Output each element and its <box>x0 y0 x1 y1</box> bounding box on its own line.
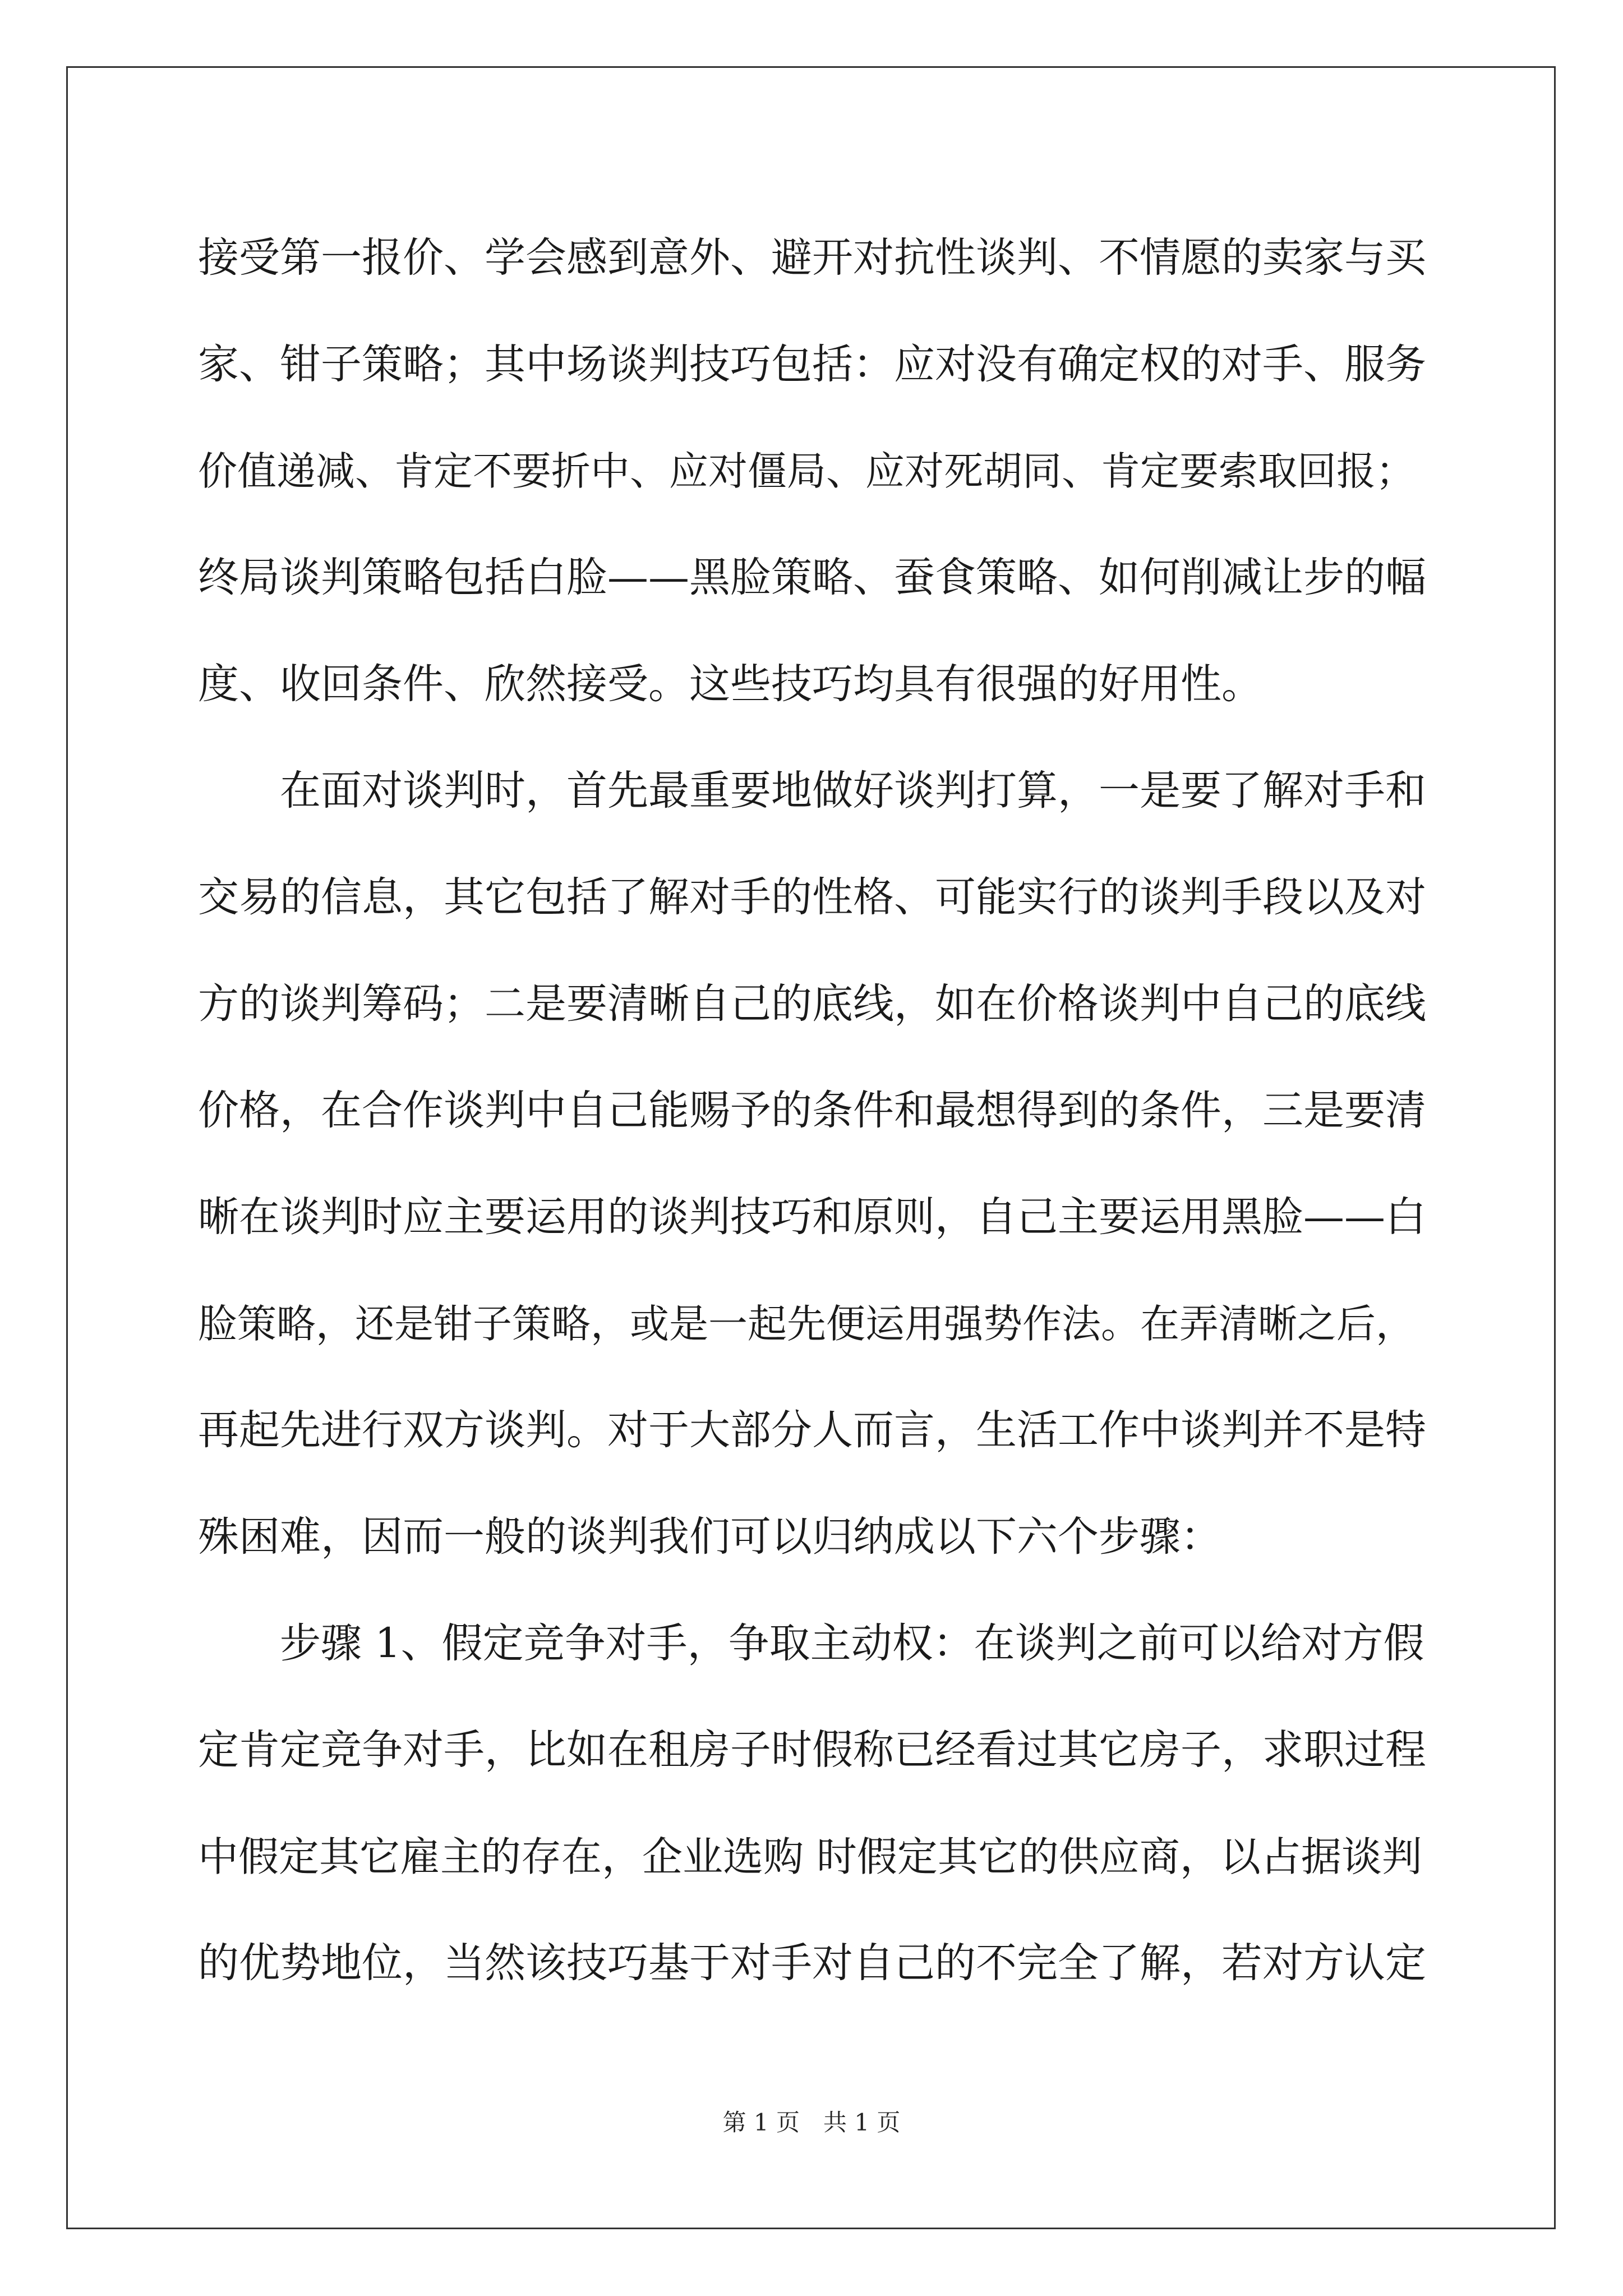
text-line: 再起先进行双方谈判。对于大部分人而言，生活工作中谈判并不是特 <box>198 1406 1426 1454</box>
text-line: 度、收回条件、欣然接受。这些技巧均具有很强的好用性。 <box>198 660 1262 708</box>
text-line: 中假定其它雇主的存在，企业选购 时假定其它的供应商，以占据谈判 <box>198 1833 1422 1880</box>
text-line: 步骤 1、假定竞争对手，争取主动权：在谈判之前可以给对方假 <box>280 1619 1424 1667</box>
page-total: 共 1 页 <box>823 2109 901 2136</box>
text-line: 的优势地位，当然该技巧基于对手对自己的不完全了解，若对方认定 <box>198 1939 1426 1987</box>
text-line: 脸策略，还是钳子策略，或是一起先便运用强势作法。在弄清晰之后， <box>198 1301 1415 1347</box>
text-line: 交易的信息，其它包括了解对手的性格、可能实行的谈判手段以及对 <box>198 873 1426 921</box>
text-line: 家、钳子策略；其中场谈判技巧包括：应对没有确定权的对手、服务 <box>198 341 1426 388</box>
text-line: 接受第一报价、学会感到意外、避开对抗性谈判、不情愿的卖家与买 <box>198 234 1426 282</box>
document-body <box>198 205 1432 2017</box>
text-line: 在面对谈判时，首先最重要地做好谈判打算，一是要了解对手和 <box>280 767 1426 815</box>
text-line: 终局谈判策略包括白脸——黑脸策略、蚕食策略、如何削减让步的幅 <box>198 554 1426 601</box>
text-line: 价值递减、肯定不要折中、应对僵局、应对死胡同、肯定要索取回报； <box>198 448 1415 494</box>
page-footer <box>0 2106 1623 2139</box>
text-line: 殊困难，因而一般的谈判我们可以归纳成以下六个步骤： <box>198 1513 1221 1561</box>
text-line: 方的谈判筹码；二是要清晰自己的底线，如在价格谈判中自己的底线 <box>198 980 1426 1028</box>
text-line: 价格，在合作谈判中自己能赐予的条件和最想得到的条件，三是要清 <box>198 1087 1426 1134</box>
text-line: 定肯定竞争对手，比如在租房子时假称已经看过其它房子，求职过程 <box>198 1726 1426 1774</box>
page-number: 第 1 页 <box>722 2109 800 2136</box>
text-line: 晰在谈判时应主要运用的谈判技巧和原则，自己主要运用黑脸——白 <box>198 1193 1426 1241</box>
